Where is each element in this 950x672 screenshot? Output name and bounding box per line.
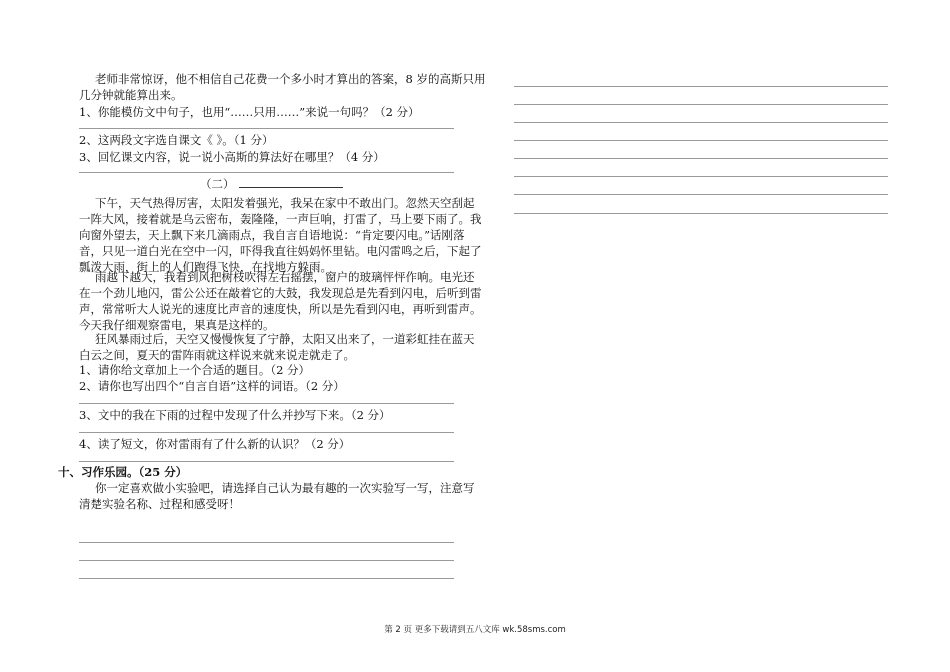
q2-1: 1、请你给文章加上一个合适的题目。（2 分） xyxy=(79,363,311,377)
answer-line[interactable] xyxy=(79,432,454,433)
answer-line[interactable] xyxy=(79,128,454,129)
passage2-line: 今天我仔细观察雷电，果真是这样的。 xyxy=(79,318,275,332)
writing-line[interactable] xyxy=(79,542,454,543)
passage2-line: 在一个劲儿地闪，雷公公还在敲着它的大鼓，我发现总是先看到闪电，后听到雷 xyxy=(79,286,482,300)
q2-3: 3、文中的我在下雨的过程中发现了什么并抄写下来。（2 分） xyxy=(79,408,391,422)
q2-2: 2、请你也写出四个“自言自语”这样的词语。（2 分） xyxy=(79,379,345,393)
q1-1: 1、你能模仿文中句子，也用“……只用……”来说一句吗？（2 分） xyxy=(79,105,420,119)
passage2-line: 向窗外望去，天上飘下来几滴雨点，我自言自语地说：“肯定要闪电。”话刚落 xyxy=(79,228,465,242)
writing-line[interactable] xyxy=(514,140,888,141)
passage2-line: 瓢泼大雨，街上的人们跑得飞快，在找地方躲雨。 xyxy=(79,260,332,274)
passage1-line1: 老师非常惊讶，他不相信自己花费一个多小时才算出的答案，8 岁的高斯只用 xyxy=(95,72,486,86)
page-footer: 第 2 页 更多下载请到五八文库 wk.58sms.com xyxy=(384,625,566,635)
passage2-line: 狂风暴雨过后，天空又慢慢恢复了宁静，太阳又出来了，一道彩虹挂在蓝天 xyxy=(95,332,475,346)
answer-line[interactable] xyxy=(79,403,454,404)
passage2-line: 白云之间，夏天的雷阵雨就这样说来就来说走就走了。 xyxy=(79,348,355,362)
writing-line[interactable] xyxy=(514,176,888,177)
q1-3: 3、回忆课文内容，说一说小高斯的算法好在哪里？（4 分） xyxy=(79,150,385,164)
section10-title: 十、习作乐园。（25 分） xyxy=(58,465,188,479)
section2-label: （二） xyxy=(200,177,235,191)
writing-line[interactable] xyxy=(514,122,888,123)
section10-prompt-line2: 清楚实验名称、过程和感受呀！ xyxy=(79,497,240,511)
writing-line[interactable] xyxy=(79,578,454,579)
title-blank[interactable] xyxy=(239,176,343,188)
writing-line[interactable] xyxy=(79,560,454,561)
passage1-line2: 几分钟就能算出来。 xyxy=(79,88,183,102)
writing-line[interactable] xyxy=(514,158,888,159)
writing-line[interactable] xyxy=(514,194,888,195)
answer-line[interactable] xyxy=(79,172,454,173)
passage2-line: 雨越下越大，我看到风把树枝吹得左右摇摆，窗户的玻璃怦怦作响。电光还 xyxy=(95,270,475,284)
writing-line[interactable] xyxy=(514,104,888,105)
passage2-line: 一阵大风，接着就是乌云密布，轰隆隆，一声巨响，打雷了，马上要下雨了。我 xyxy=(79,212,482,226)
writing-line[interactable] xyxy=(514,213,888,214)
section10-prompt-line1: 你一定喜欢做小实验吧，请选择自己认为最有趣的一次实验写一写，注意写 xyxy=(95,481,475,495)
passage2-line: 音，只见一道白光在空中一闪，吓得我直往妈妈怀里钻。电闪雷鸣之后，下起了 xyxy=(79,244,482,258)
writing-line[interactable] xyxy=(514,86,888,87)
q2-4: 4、读了短文，你对雷雨有了什么新的认识？（2 分） xyxy=(79,437,351,451)
q1-2: 2、这两段文字选自课文《 》。（1 分） xyxy=(79,133,274,147)
answer-line[interactable] xyxy=(79,461,454,462)
section2-heading xyxy=(200,176,400,192)
passage2-line: 下午，天气热得厉害，太阳发着强光，我呆在家中不敢出门。忽然天空刮起 xyxy=(95,196,475,210)
passage2-line: 声，常常听大人说光的速度比声音的速度快，所以是先看到闪电，再听到雷声。 xyxy=(79,302,482,316)
